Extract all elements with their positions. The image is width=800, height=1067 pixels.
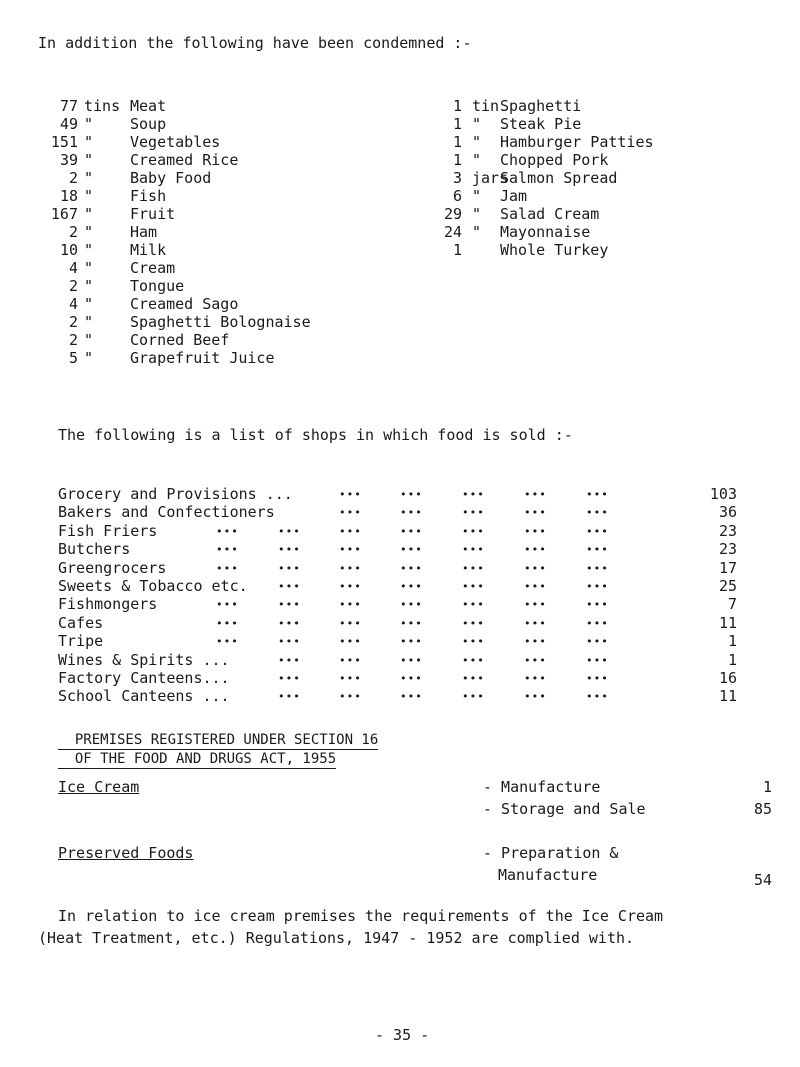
dot-leader: •••: [586, 653, 609, 667]
premises-heading-2: [58, 734, 336, 769]
dot-leader: •••: [339, 672, 362, 685]
condemned-quantity: 3: [452, 169, 462, 187]
dot-leader: •••: [278, 616, 301, 630]
shop-row: [0, 687, 800, 705]
dot-leader: •••: [400, 561, 423, 575]
preserved-manufacture: Manufacture: [498, 866, 598, 884]
dot-leader: •••: [524, 524, 547, 538]
dot-leader: •••: [524, 543, 547, 557]
dot-leader: •••: [462, 616, 485, 630]
condemned-item: Fruit: [130, 205, 176, 223]
dot-leader: •••: [400, 580, 423, 593]
condemned-unit: ": [84, 295, 94, 313]
dot-leader: •••: [339, 690, 362, 704]
dot-leader: •••: [278, 561, 301, 575]
ice-cream-storage: - Storage and Sale: [483, 800, 646, 818]
condemned-quantity: 39: [59, 151, 78, 169]
condemned-item: Mayonnaise: [500, 223, 591, 241]
shop-name: School Canteens ...: [58, 687, 230, 706]
shop-row: [0, 632, 800, 650]
condemned-quantity: 1: [452, 133, 462, 151]
shop-count: 16: [718, 669, 737, 687]
condemned-unit: ": [84, 205, 94, 223]
dot-leader: •••: [278, 690, 301, 704]
dot-leader: •••: [586, 672, 609, 685]
dot-leader: •••: [586, 488, 609, 501]
dot-leader: •••: [400, 524, 423, 538]
condemned-item: Grapefruit Juice: [130, 349, 275, 367]
dot-leader: •••: [400, 635, 423, 649]
dot-leader: •••: [400, 488, 423, 501]
dot-leader: •••: [462, 653, 485, 667]
condemned-unit: ": [472, 223, 482, 241]
condemned-unit: ": [472, 115, 482, 133]
ice-cream-manufacture: - Manufacture: [483, 778, 601, 796]
dot-leader: •••: [216, 616, 239, 630]
condemned-quantity: 2: [68, 169, 78, 187]
dot-leader: •••: [524, 672, 547, 685]
dot-leader: •••: [400, 672, 423, 685]
dot-leader: •••: [216, 598, 239, 612]
condemned-item: Spaghetti Bolognaise: [130, 313, 311, 331]
dot-leader: •••: [216, 524, 239, 538]
condemned-unit: ": [84, 349, 94, 367]
dot-leader: •••: [586, 561, 609, 575]
condemned-unit: ": [472, 133, 482, 151]
dot-leader: •••: [586, 635, 609, 649]
condemned-item: Steak Pie: [500, 115, 582, 133]
dot-leader: •••: [586, 543, 609, 557]
dot-leader: •••: [216, 543, 239, 557]
dot-leader: •••: [339, 616, 362, 630]
shop-name: Butchers: [58, 540, 131, 559]
condemned-unit: ": [472, 205, 482, 223]
condemned-quantity: 10: [59, 241, 78, 259]
dot-leader: •••: [339, 598, 362, 612]
dot-leader: •••: [524, 690, 547, 704]
dot-leader: •••: [462, 635, 485, 649]
dot-leader: •••: [400, 690, 423, 704]
shop-count: 11: [718, 687, 737, 706]
shop-count: 103: [709, 485, 737, 503]
dot-leader: •••: [462, 690, 485, 704]
dot-leader: •••: [339, 543, 362, 557]
condemned-item: Creamed Rice: [130, 151, 239, 169]
dot-leader: •••: [216, 635, 239, 649]
shop-count: 17: [718, 558, 737, 577]
dot-leader: •••: [524, 635, 547, 649]
dot-leader: •••: [524, 561, 547, 575]
shop-row: [0, 595, 800, 613]
dot-leader: •••: [216, 561, 239, 575]
condemned-item: Soup: [130, 115, 167, 133]
dot-leader: •••: [524, 653, 547, 667]
condemned-quantity: 2: [68, 277, 78, 295]
dot-leader: •••: [400, 653, 423, 667]
dot-leader: •••: [278, 580, 301, 593]
condemned-quantity: 1: [452, 241, 462, 259]
premises-heading-1-text: PREMISES REGISTERED UNDER SECTION 16: [74, 732, 379, 748]
preserved-value: 54: [753, 871, 772, 889]
page-number: - 35 -: [375, 1026, 430, 1044]
shop-name: Bakers and Confectioners: [58, 503, 275, 522]
dot-leader: •••: [586, 506, 609, 520]
dot-leader: •••: [524, 598, 547, 612]
condemned-quantity: 18: [59, 187, 78, 205]
condemned-unit: ": [84, 313, 94, 331]
condemned-item: Fish: [130, 187, 167, 205]
condemned-item: Hamburger Patties: [500, 133, 654, 151]
condemned-item: Cream: [130, 259, 176, 277]
condemned-unit: ": [84, 187, 94, 205]
condemned-item: Spaghetti: [500, 97, 582, 115]
condemned-quantity: 2: [68, 313, 78, 331]
condemned-unit: jars: [472, 169, 509, 187]
dot-leader: •••: [400, 506, 423, 520]
dot-leader: •••: [339, 524, 362, 538]
shop-count: 36: [718, 503, 737, 522]
preserved-foods-label: Preserved Foods: [58, 844, 194, 862]
shop-name: Tripe: [58, 632, 104, 651]
dot-leader: •••: [339, 635, 362, 649]
shop-count: 25: [718, 577, 737, 595]
dot-leader: •••: [462, 506, 485, 520]
premises-heading-2-text: OF THE FOOD AND DRUGS ACT, 1955: [74, 751, 337, 767]
condemned-quantity: 29: [443, 205, 462, 223]
dot-leader: •••: [278, 635, 301, 649]
condemned-item: Vegetables: [130, 133, 221, 151]
condemned-item: Whole Turkey: [500, 241, 609, 259]
dot-leader: •••: [586, 598, 609, 612]
condemned-quantity: 49: [59, 115, 78, 133]
dot-leader: •••: [524, 488, 547, 501]
dot-leader: •••: [339, 488, 362, 501]
preserved-preparation: - Preparation &: [483, 844, 619, 862]
dot-leader: •••: [339, 580, 362, 593]
dot-leader: •••: [278, 672, 301, 685]
dot-leader: •••: [339, 561, 362, 575]
dot-leader: •••: [400, 598, 423, 612]
condemned-unit: tin: [472, 97, 500, 115]
condemned-quantity: 4: [68, 259, 78, 277]
condemned-item: Corned Beef: [130, 331, 230, 349]
dot-leader: •••: [586, 580, 609, 593]
condemned-unit: ": [472, 151, 482, 169]
condemned-item: Milk: [130, 241, 167, 259]
condemned-quantity: 24: [443, 223, 462, 241]
condemned-quantity: 77: [59, 97, 78, 115]
shop-row: [0, 651, 800, 669]
closing-line-1: In relation to ice cream premises the requirements of the Ice Cream: [58, 907, 664, 925]
dot-leader: •••: [462, 488, 485, 501]
closing-line-2: (Heat Treatment, etc.) Regulations, 1947 - 1952 are complied with.: [38, 929, 635, 947]
shop-name: Fish Friers: [58, 521, 158, 540]
dot-leader: •••: [278, 543, 301, 557]
condemned-quantity: 151: [50, 133, 78, 151]
condemned-unit: ": [84, 151, 94, 169]
shop-row: [0, 540, 800, 558]
condemned-unit: tins: [84, 97, 121, 115]
dot-leader: •••: [462, 524, 485, 538]
condemned-quantity: 1: [452, 97, 462, 115]
ice-cream-manufacture-value: 1: [762, 778, 772, 796]
dot-leader: •••: [524, 506, 547, 520]
condemned-item: Salmon Spread: [500, 169, 618, 187]
condemned-quantity: 5: [68, 349, 78, 367]
dot-leader: •••: [462, 598, 485, 612]
condemned-quantity: 4: [68, 295, 78, 313]
shop-count: 7: [727, 595, 737, 614]
shop-name: Greengrocers: [58, 558, 167, 577]
condemned-item: Jam: [500, 187, 528, 205]
shop-row: [0, 503, 800, 521]
dot-leader: •••: [586, 616, 609, 630]
dot-leader: •••: [278, 653, 301, 667]
condemned-item: Chopped Pork: [500, 151, 609, 169]
condemned-item: Creamed Sago: [130, 295, 239, 313]
shop-name: Grocery and Provisions ...: [58, 485, 293, 503]
dot-leader: •••: [462, 580, 485, 593]
condemned-unit: ": [472, 187, 482, 205]
shop-row: [0, 485, 800, 503]
condemned-unit: ": [84, 133, 94, 151]
ice-cream-storage-value: 85: [753, 800, 772, 818]
dot-leader: •••: [339, 653, 362, 667]
dot-leader: •••: [278, 598, 301, 612]
dot-leader: •••: [400, 543, 423, 557]
condemned-item: Baby Food: [130, 169, 212, 187]
dot-leader: •••: [524, 616, 547, 630]
condemned-quantity: 6: [452, 187, 462, 205]
condemned-quantity: 1: [452, 151, 462, 169]
condemned-item: Ham: [130, 223, 158, 241]
shop-row: [0, 559, 800, 577]
condemned-quantity: 2: [68, 223, 78, 241]
shop-name: Wines & Spirits ...: [58, 650, 230, 669]
shop-count: 23: [718, 540, 737, 559]
condemned-unit: ": [84, 115, 94, 133]
condemned-quantity: 1: [452, 115, 462, 133]
dot-leader: •••: [462, 672, 485, 685]
condemned-item: Salad Cream: [500, 205, 600, 223]
dot-leader: •••: [586, 524, 609, 538]
shop-row: [0, 522, 800, 540]
shop-name: Factory Canteens...: [58, 669, 230, 687]
condemned-unit: ": [84, 259, 94, 277]
condemned-unit: ": [84, 223, 94, 241]
shop-row: [0, 669, 800, 687]
intro-line: In addition the following have been condemned :-: [38, 34, 472, 52]
condemned-unit: ": [84, 169, 94, 187]
shop-name: Cafes: [58, 613, 104, 632]
condemned-quantity: 2: [68, 331, 78, 349]
shop-name: Fishmongers: [58, 595, 158, 614]
dot-leader: •••: [462, 561, 485, 575]
condemned-quantity: 167: [50, 205, 78, 223]
shop-row: [0, 614, 800, 632]
shops-intro: The following is a list of shops in which food is sold :-: [58, 426, 573, 444]
ice-cream-label: Ice Cream: [58, 778, 140, 796]
shop-count: 23: [718, 521, 737, 540]
condemned-unit: ": [84, 331, 94, 349]
condemned-unit: ": [84, 241, 94, 259]
dot-leader: •••: [586, 690, 609, 704]
condemned-unit: ": [84, 277, 94, 295]
dot-leader: •••: [339, 506, 362, 520]
shop-count: 11: [718, 613, 737, 632]
condemned-item: Meat: [130, 97, 167, 115]
condemned-item: Tongue: [130, 277, 185, 295]
shop-count: 1: [727, 632, 737, 651]
shop-name: Sweets & Tobacco etc.: [58, 577, 248, 595]
shop-row: [0, 577, 800, 595]
dot-leader: •••: [462, 543, 485, 557]
dot-leader: •••: [524, 580, 547, 593]
shop-count: 1: [727, 650, 737, 669]
dot-leader: •••: [400, 616, 423, 630]
dot-leader: •••: [278, 524, 301, 538]
